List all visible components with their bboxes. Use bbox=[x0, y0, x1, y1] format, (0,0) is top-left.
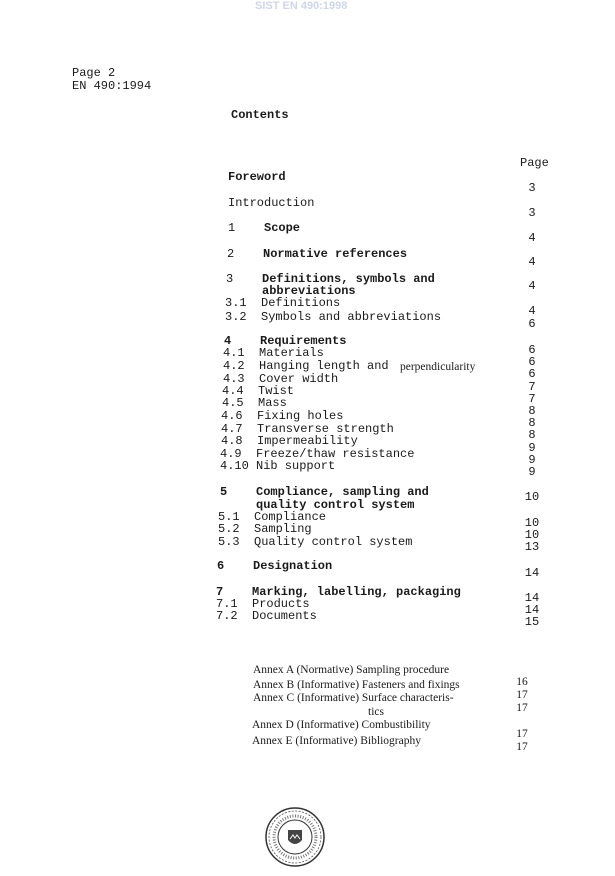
contents-title: Contents bbox=[231, 108, 289, 122]
official-seal-stamp bbox=[264, 806, 326, 868]
page-number: 6 bbox=[528, 343, 536, 357]
page-number: 8 bbox=[528, 404, 536, 418]
page-number: 13 bbox=[524, 540, 540, 554]
page-number: 9 bbox=[528, 465, 536, 479]
annex-entry: Annex E (Informative) Bibliography bbox=[252, 735, 421, 747]
page-number: 3 bbox=[528, 206, 536, 220]
page-number: 7 bbox=[528, 392, 536, 406]
annex-entry: Annex D (Informative) Combustibility bbox=[252, 719, 431, 731]
page-number: 10 bbox=[524, 516, 540, 530]
toc-entry-introduction: Introduction bbox=[228, 196, 315, 210]
annex-entry: Annex C (Informative) Surface characteris- bbox=[253, 692, 454, 704]
annex-entry: Annex B (Informative) Fasteners and fixings bbox=[253, 679, 460, 691]
page-number: 8 bbox=[528, 416, 536, 430]
annex-entry-continued: tics bbox=[368, 706, 384, 718]
page-number: 15 bbox=[524, 615, 540, 629]
annex-page-number: 17 bbox=[516, 702, 528, 714]
page-number: 4 bbox=[528, 304, 536, 318]
page-number: 14 bbox=[524, 591, 540, 605]
page-number: 9 bbox=[528, 441, 536, 455]
page-number: 4 bbox=[528, 255, 536, 269]
annex-page-number: 17 bbox=[516, 728, 528, 740]
page-number: 6 bbox=[528, 317, 536, 331]
page-number: 6 bbox=[528, 355, 536, 369]
page-number: 3 bbox=[528, 181, 536, 195]
standard-reference: EN 490:1994 bbox=[72, 79, 152, 93]
watermark: SIST EN 490:1998 bbox=[255, 0, 348, 12]
page-number: 8 bbox=[528, 428, 536, 442]
page-number: 6 bbox=[528, 367, 536, 381]
page-number: 7 bbox=[528, 380, 536, 394]
page-number: 4 bbox=[528, 279, 536, 293]
annex-entry: Annex A (Normative) Sampling procedure bbox=[253, 664, 450, 676]
annex-page-number: 17 bbox=[516, 741, 528, 753]
page-number: 10 bbox=[524, 490, 540, 504]
annex-page-number: 16 bbox=[516, 676, 528, 688]
page-number: 14 bbox=[524, 566, 540, 580]
page-number-label: Page 2 bbox=[72, 66, 116, 80]
page-number: 10 bbox=[524, 528, 540, 542]
toc-entry-foreword: Foreword bbox=[228, 170, 286, 184]
annex-page-number: 17 bbox=[516, 689, 528, 701]
page-number: 4 bbox=[528, 231, 536, 245]
page-number: 14 bbox=[524, 603, 540, 617]
page-number: 9 bbox=[528, 453, 536, 467]
page-column-header: Page bbox=[520, 156, 549, 170]
